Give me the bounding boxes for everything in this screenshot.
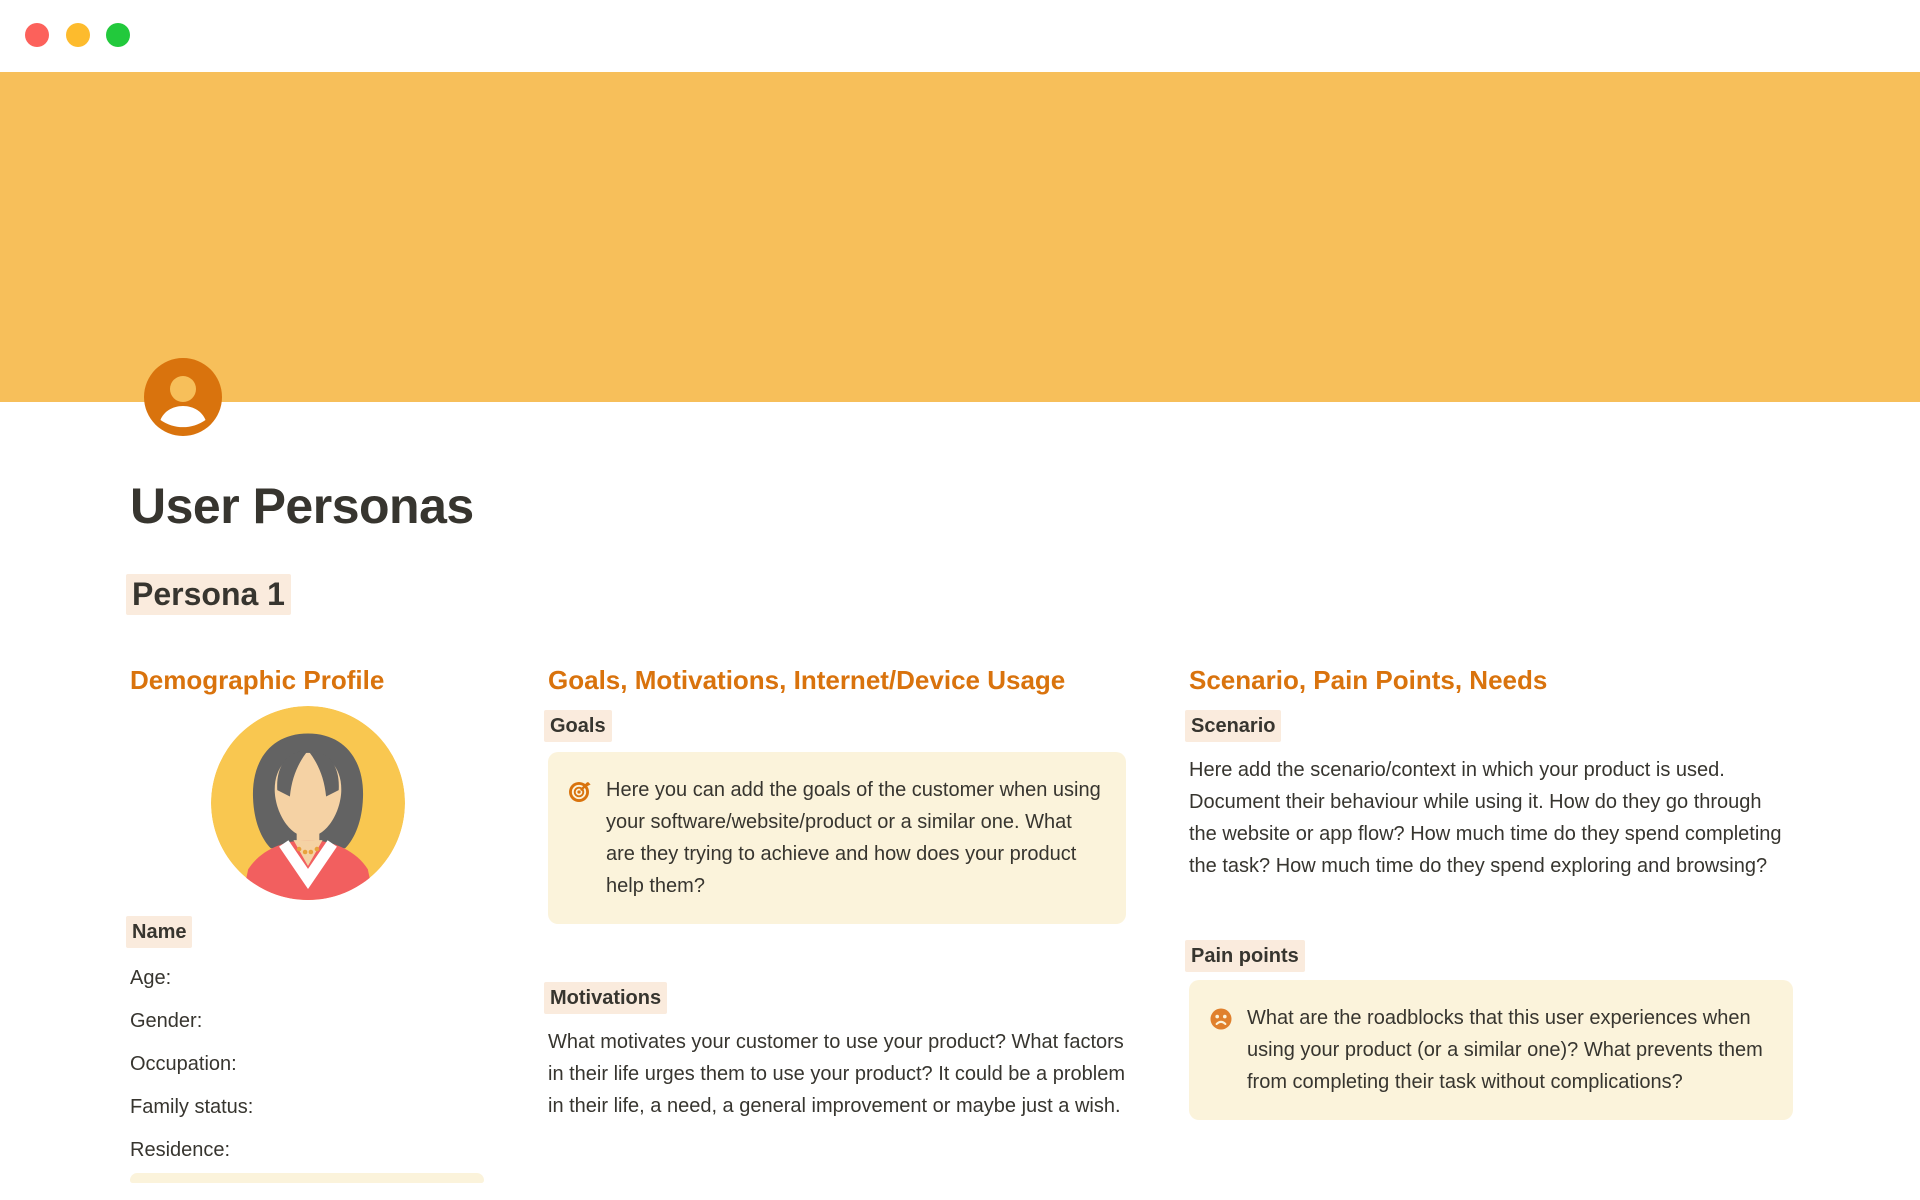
name-label-line[interactable]	[130, 916, 486, 948]
goals-callout-text: Here you can add the goals of the customer when using your software/website/product or a similar one. What are they trying to achieve and how does your product help them?	[606, 779, 1101, 897]
column-scenario	[1189, 664, 1793, 1183]
goals-label-line[interactable]	[548, 710, 1126, 742]
pain-points-callout[interactable]	[1189, 980, 1793, 1120]
scenario-label-line[interactable]	[1189, 710, 1793, 742]
pain-points-callout-text: What are the roadblocks that this user experiences when using your product (or a similar one)? What prevents them from completing their task without complications?	[1247, 1007, 1763, 1093]
page-body	[130, 402, 1793, 1183]
field-residence[interactable]: Residence:	[130, 1139, 231, 1161]
maximize-button[interactable]	[106, 23, 130, 47]
scenario-text[interactable]: Here add the scenario/context in which your product is used. Document their behaviour while using it. How do they go through the website or app flow? How much time do they spend completing the task? How much time do they spend exploring and browsing?	[1189, 759, 1782, 877]
goals-column-heading[interactable]: Goals, Motivations, Internet/Device Usage	[548, 665, 1066, 695]
minimize-button[interactable]	[66, 23, 90, 47]
cropped-callout-top[interactable]	[130, 1173, 484, 1183]
field-occupation[interactable]: Occupation:	[130, 1053, 237, 1075]
pain-points-label-line[interactable]	[1189, 940, 1793, 972]
persona-heading[interactable]	[130, 574, 1793, 614]
field-age[interactable]: Age:	[130, 967, 172, 989]
demographic-heading[interactable]: Demographic Profile	[130, 665, 385, 695]
sad-face-icon	[1209, 1007, 1233, 1031]
scenario-column-heading[interactable]: Scenario, Pain Points, Needs	[1189, 665, 1548, 695]
goals-callout[interactable]	[548, 752, 1126, 924]
name-label: Name	[126, 916, 192, 948]
woman-avatar-illustration	[211, 706, 405, 900]
column-goals	[548, 664, 1126, 1183]
persona-avatar-image[interactable]	[211, 706, 405, 900]
field-family-status[interactable]: Family status:	[130, 1096, 254, 1118]
motivations-text[interactable]: What motivates your customer to use your product? What factors in their life urges them to use your product? It could be a problem in their life, a need, a general improvement or maybe just a wish.	[548, 1031, 1125, 1117]
goals-label: Goals	[544, 710, 612, 742]
scenario-label: Scenario	[1185, 710, 1281, 742]
window-titlebar	[0, 0, 1920, 72]
column-demographic	[130, 664, 486, 1183]
motivations-label: Motivations	[544, 982, 667, 1014]
motivations-label-line[interactable]	[548, 982, 1126, 1014]
persona-heading-text: Persona 1	[126, 574, 291, 615]
target-icon	[568, 779, 592, 803]
columns-layout	[130, 664, 1793, 1183]
close-button[interactable]	[25, 23, 49, 47]
page-cover[interactable]	[0, 72, 1920, 402]
page-title[interactable]: User Personas	[130, 478, 474, 534]
field-gender[interactable]: Gender:	[130, 1010, 203, 1032]
pain-points-label: Pain points	[1185, 940, 1305, 972]
